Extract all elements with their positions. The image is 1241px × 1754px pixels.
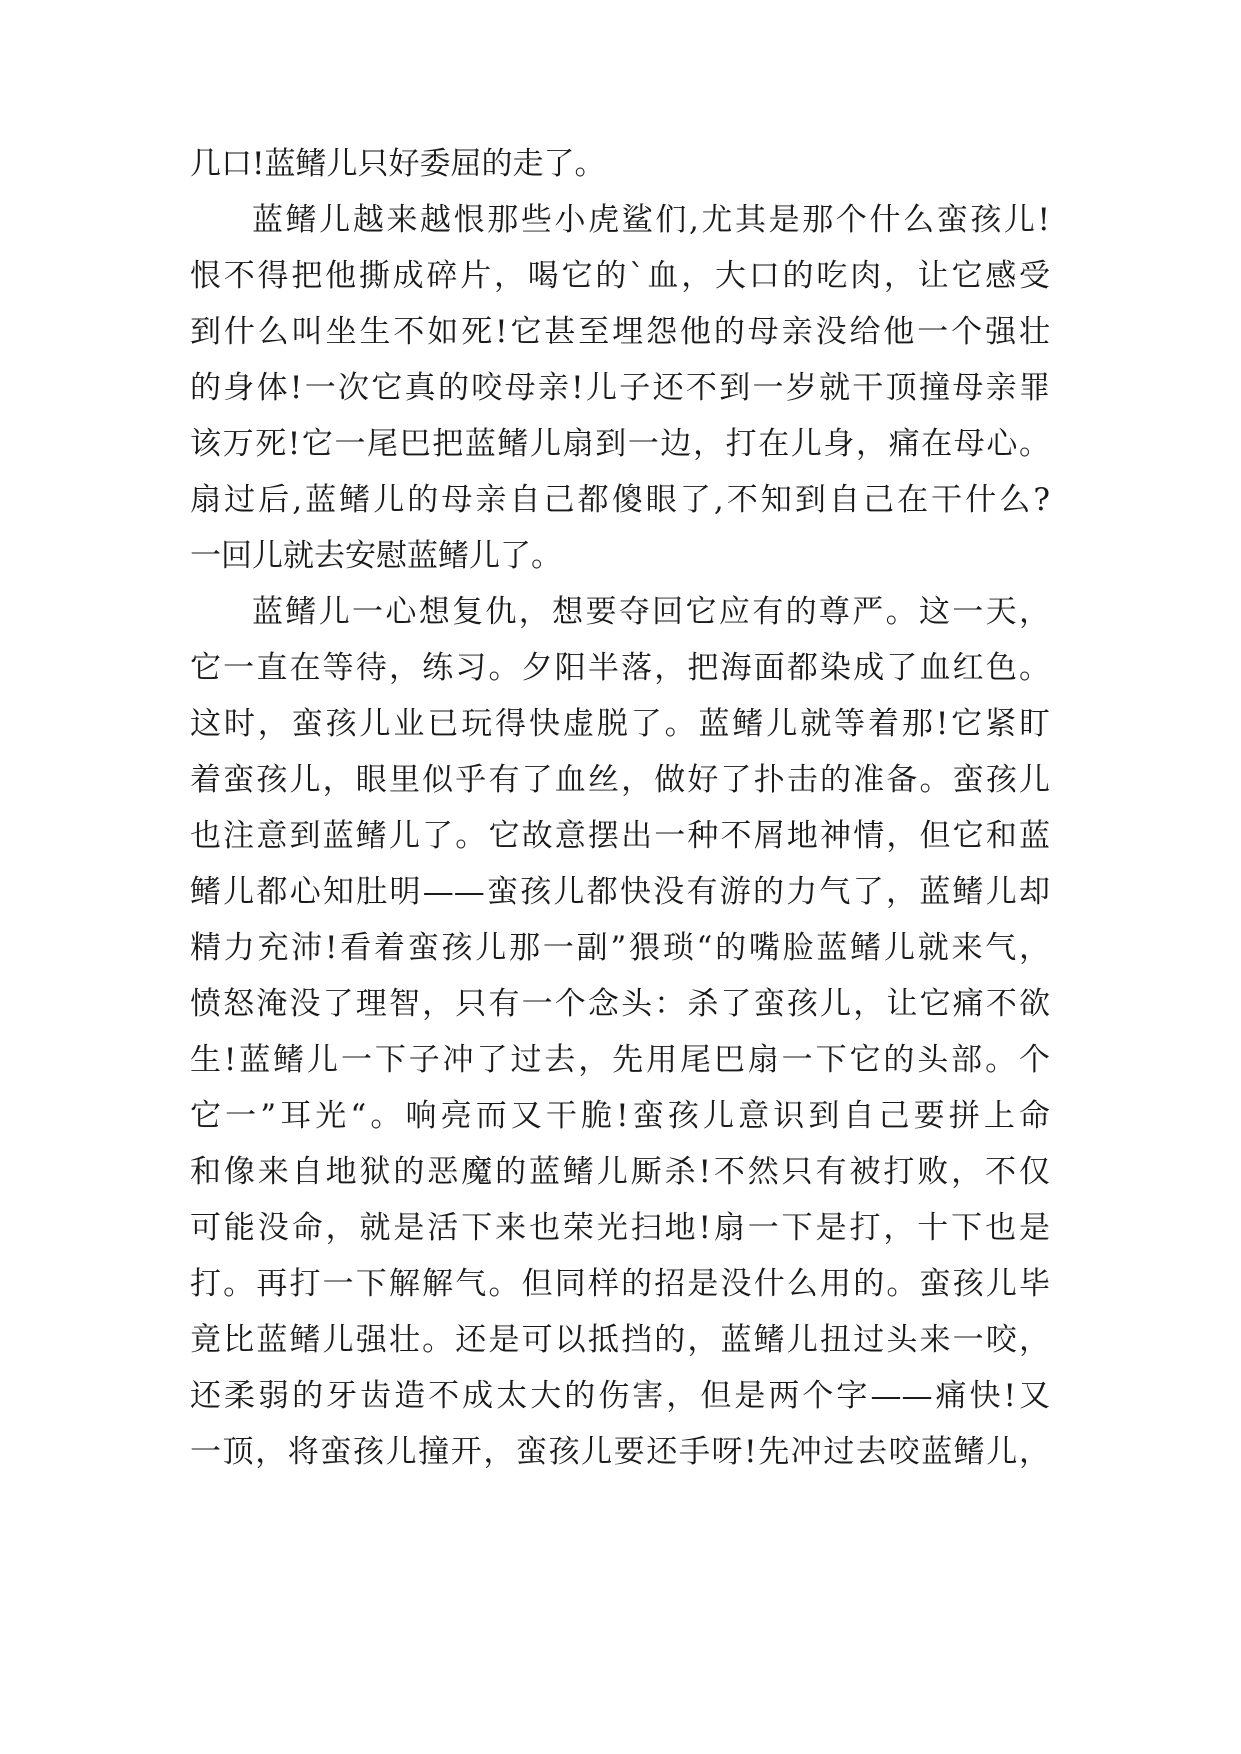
text-line: 这时，蛮孩儿业已玩得快虚脱了。蓝鳍儿就等着那!它紧盯 — [190, 706, 1050, 742]
text-line: 鳍儿都心知肚明——蛮孩儿都快没有游的力气了，蓝鳍儿却 — [190, 874, 1050, 910]
text-line: 竟比蓝鳍儿强壮。还是可以抵挡的，蓝鳍儿扭过头来一咬， — [190, 1322, 1050, 1358]
text-line: 和像来自地狱的恶魔的蓝鳍儿厮杀!不然只有被打败，不仅 — [190, 1154, 1050, 1190]
text-line: 几口!蓝鳍儿只好委屈的走了。 — [190, 146, 606, 182]
text-line: 的身体!一次它真的咬母亲!儿子还不到一岁就干顶撞母亲罪 — [190, 370, 1050, 406]
paragraph-first-line: 蓝鳍儿一心想复仇，想要夺回它应有的尊严。这一天， — [252, 594, 1050, 630]
text-line: 该万死!它一尾巴把蓝鳍儿扇到一边，打在儿身，痛在母心。 — [190, 426, 1050, 462]
paragraph-first-line: 蓝鳍儿越来越恨那些小虎鲨们,尤其是那个什么蛮孩儿! — [252, 202, 1050, 238]
text-line: 生!蓝鳍儿一下子冲了过去，先用尾巴扇一下它的头部。个 — [190, 1042, 1050, 1078]
text-line: 也注意到蓝鳍儿了。它故意摆出一种不屑地神情，但它和蓝 — [190, 818, 1050, 854]
text-line: 扇过后,蓝鳍儿的母亲自己都傻眼了,不知到自己在干什么? — [190, 482, 1050, 518]
text-line: 恨不得把他撕成碎片，喝它的`血，大口的吃肉，让它感受 — [190, 258, 1050, 294]
text-line: 着蛮孩儿，眼里似乎有了血丝，做好了扑击的准备。蛮孩儿 — [190, 762, 1050, 798]
text-line: 可能没命，就是活下来也荣光扫地!扇一下是打，十下也是 — [190, 1210, 1050, 1246]
text-line: 它一直在等待，练习。夕阳半落，把海面都染成了血红色。 — [190, 650, 1050, 686]
text-line: 还柔弱的牙齿造不成太大的伤害，但是两个字——痛快!又 — [190, 1378, 1050, 1414]
text-line: 它一”耳光“。响亮而又干脆!蛮孩儿意识到自己要拼上命 — [190, 1098, 1050, 1134]
text-line: 到什么叫坐生不如死!它甚至埋怨他的母亲没给他一个强壮 — [190, 314, 1050, 350]
text-line: 一回儿就去安慰蓝鳍儿了。 — [190, 538, 562, 574]
text-line: 一顶，将蛮孩儿撞开，蛮孩儿要还手呀!先冲过去咬蓝鳍儿， — [190, 1434, 1050, 1470]
text-line: 精力充沛!看着蛮孩儿那一副”猥琐“的嘴脸蓝鳍儿就来气， — [190, 930, 1050, 966]
text-line: 愤怒淹没了理智，只有一个念头：杀了蛮孩儿，让它痛不欲 — [190, 986, 1050, 1022]
text-line: 打。再打一下解解气。但同样的招是没什么用的。蛮孩儿毕 — [190, 1266, 1050, 1302]
